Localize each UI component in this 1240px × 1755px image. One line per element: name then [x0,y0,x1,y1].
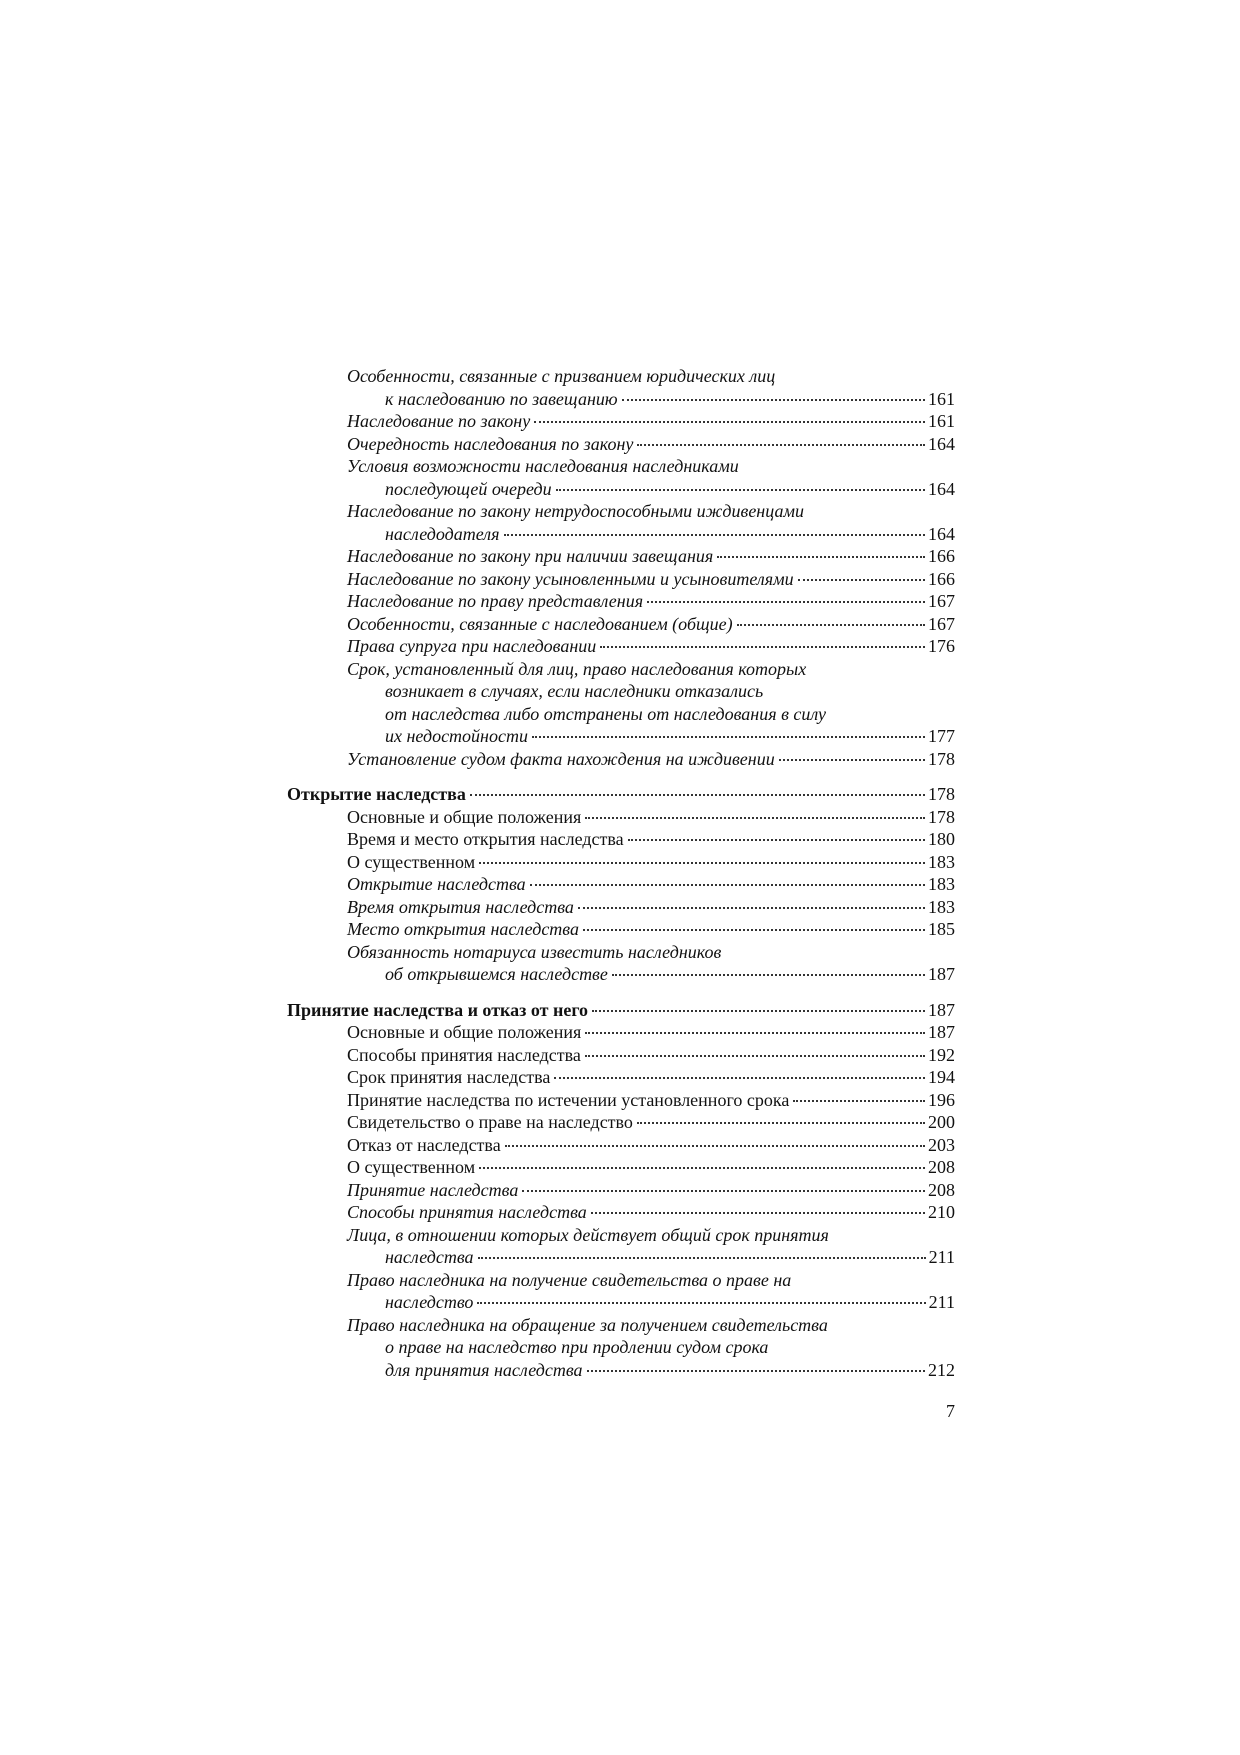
dot-leader [583,929,925,931]
toc-entry-title: наследство [385,1292,474,1312]
toc-entry-title: Срок, установленный для лиц, право наследования которых [347,658,807,679]
dot-leader [530,884,925,886]
dot-leader [477,1302,925,1304]
toc-page-number: 192 [928,1044,955,1065]
toc-entry-title: Принятие наследства [347,1179,519,1200]
toc-entry [287,1089,955,1112]
toc-entry-title: их недостойности [385,726,528,746]
toc-page-number: 176 [928,636,955,656]
toc-entry-title: Права супруга при наследовании [347,636,597,656]
dot-leader [591,1212,925,1214]
toc-page-number: 183 [928,874,955,894]
toc-entry-title: наследодателя [385,523,500,544]
toc-page-number: 208 [928,1157,955,1177]
toc-entry-title: Основные и общие положения [347,806,582,827]
toc-entry [287,941,955,986]
toc-entry-title: Особенности, связанные с наследованием (общие) [347,613,733,634]
toc-page-number: 187 [928,999,955,1020]
toc-page-number: 211 [928,1247,955,1267]
dot-leader [585,1055,925,1057]
toc-entry [287,365,955,410]
toc-entry-title: Очередность наследования по закону [347,433,634,454]
dot-leader [798,579,925,581]
toc-entry [287,1021,955,1044]
toc-page-number: 178 [928,806,955,827]
dot-leader [592,1010,925,1012]
toc-entry [287,658,955,748]
toc-entry [287,1201,955,1224]
toc-page-number: 164 [928,433,955,454]
toc-entry [287,1314,955,1382]
dot-leader [612,974,925,976]
dot-leader [556,489,925,491]
toc-entry [287,748,955,771]
dot-leader [504,534,926,536]
toc-page-number: 164 [928,478,955,499]
toc-entry [287,410,955,433]
toc-entry-title: Право наследника на получение свидетельства о праве на [347,1269,792,1290]
dot-leader [622,399,925,401]
toc-page-number: 200 [928,1112,955,1132]
toc-entry-title: Лица, в отношении которых действует общий срок принятия [347,1224,829,1245]
toc-page-number: 183 [928,896,955,917]
toc-entry-title: Принятие наследства по истечении установленного срока [347,1089,790,1110]
toc-entry [287,806,955,829]
page-number: 7 [946,1401,955,1421]
dot-leader [637,444,925,446]
dot-leader [628,839,925,841]
toc-entry [287,1066,955,1089]
dot-leader [717,556,925,558]
toc-entry-title: Время открытия наследства [347,896,574,917]
toc-entry-title: Наследование по закону [347,411,531,431]
toc-entry [287,500,955,545]
toc-entry [287,590,955,613]
toc-entry-title: возникает в случаях, если наследники отказались [385,681,764,701]
toc-entry [287,1134,955,1157]
toc-page-number: 187 [928,964,955,984]
toc-entry-title: Принятие наследства и отказ от него [287,999,589,1020]
toc-entry-title: Обязанность нотариуса известить наследников [347,941,722,962]
toc-entry-title: Условия возможности наследования наследниками [347,456,739,476]
toc-entry-title: Особенности, связанные с призванием юридических лиц [347,366,776,386]
dot-leader [522,1190,925,1192]
toc-entry [287,455,955,500]
toc-page-number: 183 [928,851,955,872]
toc-entry [287,873,955,896]
table-of-contents [287,365,955,1381]
dot-leader [479,862,925,864]
dot-leader [505,1145,925,1147]
dot-leader [532,736,925,738]
dot-leader [779,759,925,761]
dot-leader [470,794,925,796]
dot-leader [737,624,925,626]
toc-entry-title: об открывшемся наследстве [385,964,608,984]
toc-page-number: 178 [928,748,955,769]
toc-entry [287,828,955,851]
toc-entry-title: Свидетельство о праве на наследство [347,1112,633,1132]
toc-entry-title: Право наследника на обращение за получением свидетельства [347,1314,828,1335]
toc-entry-title: Открытие наследства [287,784,466,804]
toc-section-heading [287,999,955,1022]
toc-entry [287,851,955,874]
dot-leader [585,1032,925,1034]
toc-entry [287,613,955,636]
toc-entry-title: Наследование по закону усыновленными и усыновителями [347,568,794,589]
toc-entry [287,1224,955,1269]
toc-entry [287,1156,955,1179]
toc-page-number: 196 [928,1089,955,1110]
toc-entry [287,1179,955,1202]
toc-entry [287,635,955,658]
toc-entry-title: О существенном [347,851,476,872]
toc-entry-title: Отказ от наследства [347,1134,501,1155]
toc-page-number: 210 [928,1202,955,1222]
dot-leader [554,1077,925,1079]
toc-page-number: 166 [928,568,955,589]
toc-page-number: 211 [928,1292,955,1312]
toc-page-number: 178 [928,784,955,804]
toc-page-number: 208 [928,1179,955,1200]
toc-section-heading [287,783,955,806]
dot-leader [585,817,925,819]
toc-page-number: 187 [928,1022,955,1042]
dot-leader [600,646,925,648]
toc-page-number: 161 [928,388,955,409]
toc-page-number: 167 [928,591,955,611]
dot-leader [587,1370,925,1372]
toc-entry [287,545,955,568]
toc-page-number: 194 [928,1067,955,1087]
toc-entry-title: Наследование по праву представления [347,591,644,611]
toc-entry-title: Время и место открытия наследства [347,829,624,849]
dot-leader [793,1100,925,1102]
toc-entry [287,433,955,456]
toc-entry [287,918,955,941]
toc-entry-title: Место открытия наследства [347,919,579,939]
toc-page-number: 161 [928,411,955,431]
toc-entry-title: Наследование по закону нетрудоспособными иждивенцами [347,501,804,521]
toc-page-number: 185 [928,919,955,939]
toc-entry-title: Установление судом факта нахождения на иждивении [347,748,775,769]
toc-entry [287,1269,955,1314]
toc-page-number: 167 [928,613,955,634]
dot-leader [578,907,925,909]
dot-leader [479,1167,925,1169]
dot-leader [647,601,925,603]
dot-leader [534,421,925,423]
toc-page-number: 203 [928,1134,955,1155]
toc-entry-title: Наследование по закону при наличии завещания [347,546,714,566]
toc-entry-title: Основные и общие положения [347,1022,582,1042]
toc-page-number: 177 [928,726,955,746]
toc-entry [287,568,955,591]
toc-entry-title: Открытие наследства [347,874,526,894]
toc-entry-title: Способы принятия наследства [347,1202,587,1222]
toc-entry-title: к наследованию по завещанию [385,388,618,409]
toc-entry-title: от наследства либо отстранены от наследования в силу [385,703,826,724]
dot-leader [637,1122,925,1124]
toc-entry-title: для принятия наследства [385,1359,583,1380]
dot-leader [478,1257,926,1259]
toc-entry-title: наследства [385,1247,474,1267]
toc-entry-title: Способы принятия наследства [347,1044,581,1065]
toc-page-number: 166 [928,546,955,566]
toc-page-number: 212 [928,1359,955,1380]
toc-entry-title: о праве на наследство при продлении судом срока [385,1337,769,1357]
toc-page-number: 164 [928,523,955,544]
toc-entry-title: последующей очереди [385,478,552,499]
toc-entry-title: О существенном [347,1157,476,1177]
toc-entry [287,1044,955,1067]
toc-entry-title: Срок принятия наследства [347,1067,551,1087]
toc-page-number: 180 [928,829,955,849]
toc-entry [287,896,955,919]
toc-entry [287,1111,955,1134]
